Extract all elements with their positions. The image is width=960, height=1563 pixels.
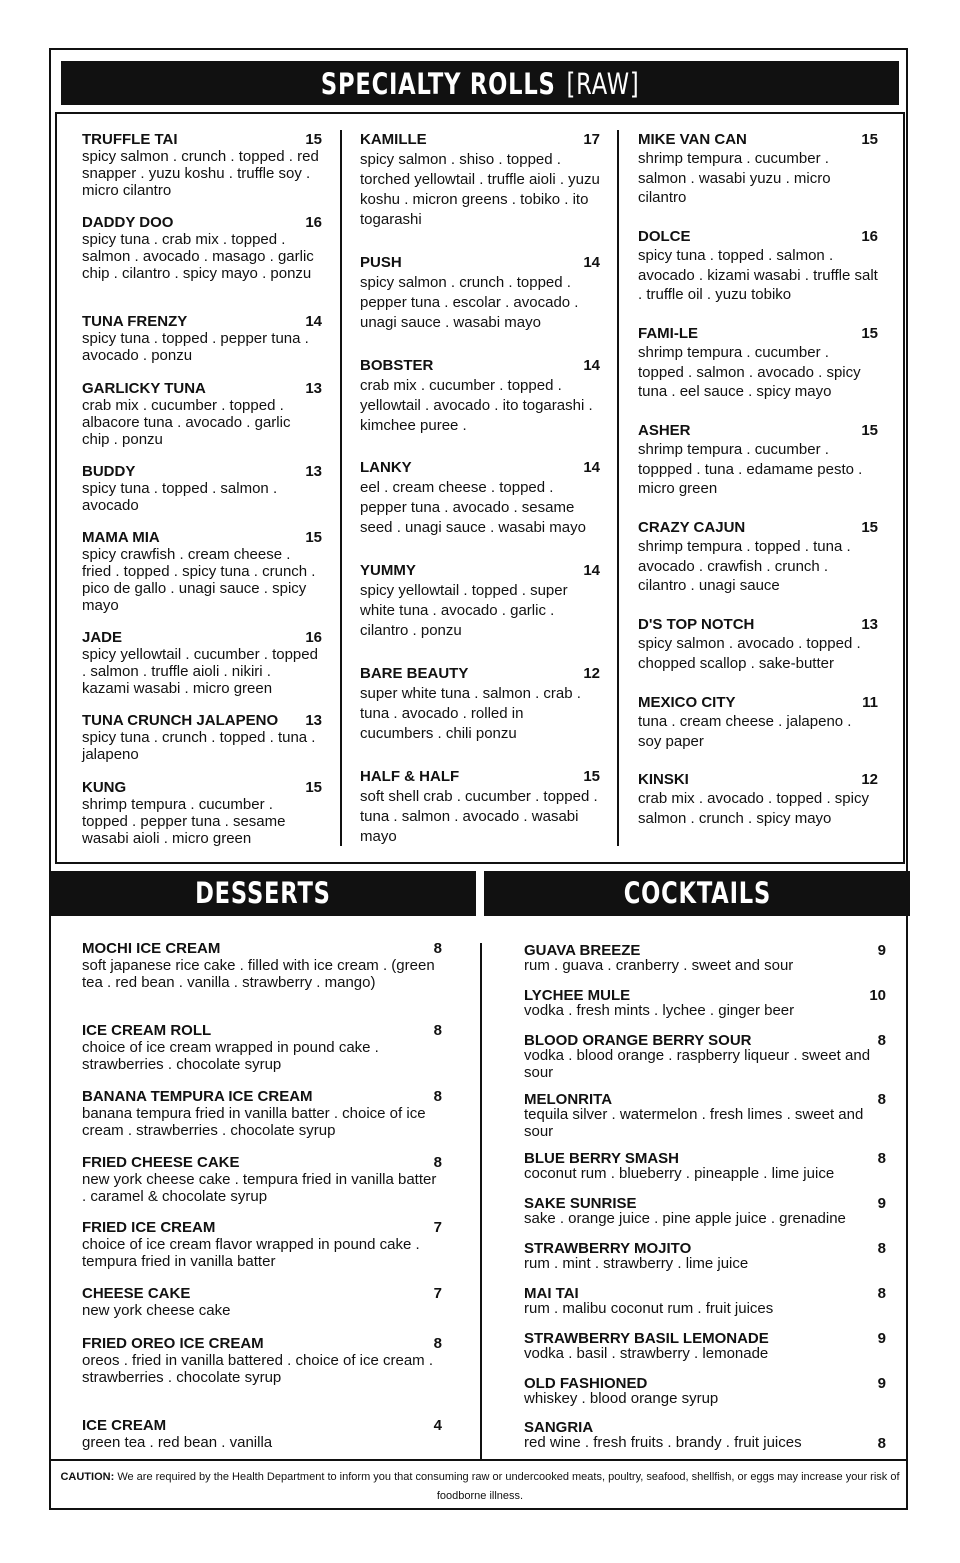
- item-description: spicy tuna . topped . salmon . avocado . kizami wasabi . truffle salt . truffle oil . yuzu tobiko: [638, 247, 878, 303]
- footer-divider: [51, 1459, 906, 1461]
- menu-item: [82, 1088, 442, 1139]
- item-description: vodka . basil . strawberry . lemonade: [524, 1345, 769, 1362]
- specialty-rolls-subtitle: [RAW]: [566, 67, 640, 101]
- item-description: super white tuna . salmon . crab . tuna . avocado . rolled in cucumbers . chili ponzu: [360, 685, 581, 742]
- item-price: 15: [861, 519, 878, 536]
- item-price: 15: [305, 529, 322, 546]
- item-price: 16: [305, 629, 322, 646]
- menu-item: [638, 519, 878, 596]
- item-name: FAMI-LE: [638, 325, 698, 342]
- menu-item: [82, 1285, 442, 1319]
- item-price: 9: [877, 1195, 886, 1212]
- item-name: OLD FASHIONED: [524, 1375, 648, 1392]
- item-name: BLOOD ORANGE BERRY SOUR: [524, 1032, 752, 1049]
- item-description: shrimp tempura . topped . tuna . avocado . crawfish . crunch . cilantro . unagi sauce: [638, 538, 851, 594]
- menu-item: [360, 459, 600, 538]
- item-name: TUNA FRENZY: [82, 313, 188, 330]
- menu-item: [524, 1150, 886, 1182]
- item-name: MEXICO CITY: [638, 694, 736, 711]
- item-description: tequila silver . watermelon . fresh limes . sweet and sour: [524, 1106, 864, 1140]
- item-price: 9: [877, 1330, 886, 1347]
- item-description: spicy tuna . topped . salmon . avocado: [82, 480, 278, 514]
- menu-item: [82, 463, 322, 514]
- item-name: MIKE VAN CAN: [638, 131, 747, 148]
- menu-item: [360, 562, 600, 641]
- item-price: 8: [433, 940, 442, 957]
- item-description: eel . cream cheese . topped . pepper tuna . avocado . sesame seed . unagi sauce . wasabi mayo: [360, 479, 586, 536]
- menu-item: [524, 1091, 886, 1140]
- item-description: whiskey . blood orange syrup: [524, 1390, 719, 1407]
- item-price: 8: [433, 1335, 442, 1352]
- item-name: LYCHEE MULE: [524, 987, 631, 1004]
- menu-item: [524, 942, 886, 974]
- item-description: tuna . cream cheese . jalapeno . soy paper: [638, 713, 852, 750]
- item-price: 8: [877, 1032, 886, 1049]
- item-price: 9: [877, 942, 886, 959]
- item-price: 8: [877, 1435, 886, 1452]
- item-description: spicy salmon . crunch . topped . red snapper . yuzu koshu . truffle soy . micro cilantro: [82, 148, 319, 199]
- menu-item: [360, 131, 600, 230]
- item-description: crab mix . cucumber . topped . albacore tuna . avocado . garlic chip . ponzu: [82, 397, 291, 448]
- item-description: spicy salmon . avocado . topped . chopped scallop . sake-butter: [638, 635, 861, 672]
- item-description: sake . orange juice . pine apple juice . grenadine: [524, 1210, 846, 1227]
- menu-item: [82, 1335, 442, 1386]
- menu-item: [524, 1330, 886, 1362]
- item-description: spicy salmon . crunch . topped . pepper tuna . escolar . avocado . unagi sauce . wasabi mayo: [360, 274, 579, 331]
- item-price: 7: [433, 1219, 442, 1236]
- item-name: MELONRITA: [524, 1091, 613, 1108]
- item-name: CRAZY CAJUN: [638, 519, 746, 536]
- item-name: JADE: [82, 629, 123, 646]
- caution-label: CAUTION:: [60, 1471, 115, 1483]
- item-description: rum . guava . cranberry . sweet and sour: [524, 957, 794, 974]
- item-price: 15: [305, 131, 322, 148]
- item-name: HALF & HALF: [360, 768, 460, 785]
- item-price: 10: [869, 987, 886, 1004]
- desserts-title: DESSERTS: [194, 876, 331, 910]
- item-description: spicy crawfish . cream cheese . fried . topped . spicy tuna . crunch . pico de gallo . unagi sauce . spicy mayo: [82, 546, 316, 614]
- item-name: YUMMY: [360, 562, 416, 579]
- item-name: FRIED CHEESE CAKE: [82, 1154, 240, 1171]
- item-name: KAMILLE: [360, 131, 427, 148]
- menu-item: [638, 228, 878, 305]
- item-description: spicy tuna . topped . pepper tuna . avocado . ponzu: [82, 330, 309, 364]
- item-name: BUDDY: [82, 463, 136, 480]
- item-name: KUNG: [82, 779, 127, 796]
- desserts-header: [49, 871, 476, 916]
- menu-item: [638, 325, 878, 402]
- item-description: rum . malibu coconut rum . fruit juices: [524, 1300, 774, 1317]
- item-description: shrimp tempura . cucumber . topped . salmon . avocado . spicy tuna . eel sauce . spicy mayo: [638, 344, 861, 400]
- item-name: FRIED OREO ICE CREAM: [82, 1335, 264, 1352]
- item-description: banana tempura fried in vanilla batter . choice of ice cream . strawberries . chocolate syrup: [82, 1105, 426, 1139]
- item-description: vodka . fresh mints . lychee . ginger beer: [524, 1002, 795, 1019]
- item-price: 8: [877, 1150, 886, 1167]
- item-price: 15: [861, 131, 878, 148]
- item-name: BANANA TEMPURA ICE CREAM: [82, 1088, 313, 1105]
- menu-item: [524, 1240, 886, 1272]
- item-name: MOCHI ICE CREAM: [82, 940, 221, 957]
- item-description: new york cheese cake: [82, 1302, 231, 1319]
- item-price: 8: [433, 1022, 442, 1039]
- item-price: 4: [433, 1417, 442, 1434]
- menu-item: [360, 357, 600, 436]
- item-price: 7: [433, 1285, 442, 1302]
- item-description: oreos . fried in vanilla battered . choice of ice cream . strawberries . chocolate syrup: [82, 1352, 434, 1386]
- item-name: MAMA MIA: [82, 529, 160, 546]
- item-price: 16: [861, 228, 878, 245]
- menu-item: [360, 768, 600, 847]
- item-description: rum . mint . strawberry . lime juice: [524, 1255, 749, 1272]
- item-name: ICE CREAM: [82, 1417, 167, 1434]
- menu-item: [360, 665, 600, 744]
- item-description: shrimp tempura . cucumber . salmon . wasabi yuzu . micro cilantro: [638, 150, 831, 206]
- item-name: STRAWBERRY MOJITO: [524, 1240, 692, 1257]
- item-name: SAKE SUNRISE: [524, 1195, 637, 1212]
- menu-item: [82, 529, 322, 614]
- specialty-rolls-title: SPECIALTY ROLLS: [320, 67, 556, 101]
- item-name: PUSH: [360, 254, 402, 271]
- item-name: GUAVA BREEZE: [524, 942, 641, 959]
- menu-item: [82, 380, 322, 448]
- menu-item: [524, 987, 886, 1019]
- item-description: crab mix . cucumber . topped . yellowtail . avocado . ito togarashi . kimchee puree .: [360, 377, 593, 434]
- menu-item: [638, 422, 878, 499]
- caution-notice: [60, 1468, 900, 1506]
- item-description: spicy tuna . crab mix . topped . salmon . avocado . masago . garlic chip . cilantro . spicy mayo . ponzu: [82, 231, 314, 282]
- item-description: spicy tuna . crunch . topped . tuna . jalapeno: [82, 729, 316, 763]
- menu-item: [524, 1375, 886, 1407]
- cocktails-header: [484, 871, 910, 916]
- item-price: 17: [583, 131, 600, 148]
- item-description: choice of ice cream wrapped in pound cake . strawberries . chocolate syrup: [82, 1039, 379, 1073]
- item-name: DADDY DOO: [82, 214, 174, 231]
- item-price: 9: [877, 1375, 886, 1392]
- item-price: 14: [583, 459, 600, 476]
- item-price: 14: [305, 313, 322, 330]
- item-price: 14: [583, 254, 600, 271]
- specialty-rolls-header: [61, 61, 899, 105]
- item-name: ICE CREAM ROLL: [82, 1022, 212, 1039]
- item-price: 8: [877, 1091, 886, 1108]
- item-price: 15: [305, 779, 322, 796]
- caution-text: We are required by the Health Department to inform you that consuming raw or undercooked meats, poultry, seafood, shellfish, or eggs may increase your risk of foodborne illness.: [117, 1471, 900, 1502]
- item-price: 14: [583, 562, 600, 579]
- menu-item: [524, 1419, 886, 1451]
- item-price: 16: [305, 214, 322, 231]
- column-divider: [340, 130, 342, 846]
- item-name: TRUFFLE TAI: [82, 131, 178, 148]
- column-divider: [480, 943, 482, 1459]
- menu-item: [82, 313, 322, 364]
- menu-item: [524, 1195, 886, 1227]
- item-description: new york cheese cake . tempura fried in vanilla batter . caramel & chocolate syrup: [82, 1171, 437, 1205]
- menu-item: [82, 779, 322, 847]
- item-name: STRAWBERRY BASIL LEMONADE: [524, 1330, 769, 1347]
- item-name: TUNA CRUNCH JALAPENO: [82, 712, 279, 729]
- item-price: 11: [862, 694, 878, 711]
- item-price: 13: [861, 616, 878, 633]
- item-description: red wine . fresh fruits . brandy . fruit juices: [524, 1434, 802, 1451]
- menu-item: [638, 131, 878, 208]
- menu-item: [360, 254, 600, 333]
- item-price: 15: [861, 422, 878, 439]
- item-price: 15: [861, 325, 878, 342]
- item-description: crab mix . avocado . topped . spicy salmon . crunch . spicy mayo: [638, 790, 869, 827]
- item-name: BARE BEAUTY: [360, 665, 469, 682]
- item-name: KINSKI: [638, 771, 689, 788]
- menu-item: [82, 712, 322, 763]
- cocktails-title: COCKTAILS: [623, 876, 771, 910]
- item-price: 12: [861, 771, 878, 788]
- item-name: SANGRIA: [524, 1419, 594, 1436]
- menu-item: [638, 771, 878, 828]
- menu-item: [524, 1032, 886, 1081]
- item-description: soft japanese rice cake . filled with ice cream . (green tea . red bean . vanilla . strawberry . mango): [82, 957, 435, 991]
- item-price: 12: [583, 665, 600, 682]
- menu-item: [82, 1022, 442, 1073]
- menu-item: [82, 940, 442, 991]
- item-price: 8: [877, 1285, 886, 1302]
- menu-item: [638, 694, 878, 751]
- menu-item: [82, 1417, 442, 1451]
- item-name: FRIED ICE CREAM: [82, 1219, 216, 1236]
- item-description: vodka . blood orange . raspberry liqueur . sweet and sour: [524, 1047, 871, 1081]
- item-name: BLUE BERRY SMASH: [524, 1150, 680, 1167]
- menu-item: [524, 1285, 886, 1317]
- menu-item: [82, 214, 322, 282]
- item-price: 8: [433, 1088, 442, 1105]
- item-description: green tea . red bean . vanilla: [82, 1434, 273, 1451]
- item-price: 13: [305, 712, 322, 729]
- column-divider: [617, 130, 619, 846]
- menu-item: [82, 629, 322, 697]
- item-description: shrimp tempura . cucumber . toppped . tuna . edamame pesto . micro green: [638, 441, 863, 497]
- item-name: D'S TOP NOTCH: [638, 616, 755, 633]
- item-price: 15: [583, 768, 600, 785]
- item-name: BOBSTER: [360, 357, 434, 374]
- item-description: spicy salmon . shiso . topped . torched yellowtail . truffle aioli . yuzu koshu . micron greens . tobiko . ito togarashi: [360, 151, 600, 228]
- item-name: ASHER: [638, 422, 691, 439]
- menu-item: [82, 1154, 442, 1205]
- item-price: 13: [305, 463, 322, 480]
- item-price: 14: [583, 357, 600, 374]
- item-description: soft shell crab . cucumber . topped . tuna . salmon . avocado . wasabi mayo: [360, 788, 598, 845]
- item-description: choice of ice cream flavor wrapped in pound cake . tempura fried in vanilla batter: [82, 1236, 420, 1270]
- item-description: shrimp tempura . cucumber . topped . pepper tuna . sesame wasabi aioli . micro green: [82, 796, 286, 847]
- item-name: GARLICKY TUNA: [82, 380, 206, 397]
- menu-item: [82, 131, 322, 199]
- item-price: 8: [433, 1154, 442, 1171]
- item-name: CHEESE CAKE: [82, 1285, 191, 1302]
- item-name: DOLCE: [638, 228, 691, 245]
- item-name: MAI TAI: [524, 1285, 579, 1302]
- item-description: spicy yellowtail . topped . super white tuna . avocado . garlic . cilantro . ponzu: [360, 582, 568, 639]
- item-price: 8: [877, 1240, 886, 1257]
- item-description: coconut rum . blueberry . pineapple . lime juice: [524, 1165, 835, 1182]
- menu-item: [82, 1219, 442, 1270]
- item-description: spicy yellowtail . cucumber . topped . salmon . truffle aioli . nikiri . kazami wasabi . micro green: [82, 646, 318, 697]
- menu-item: [638, 616, 878, 673]
- item-price: 13: [305, 380, 322, 397]
- item-name: LANKY: [360, 459, 412, 476]
